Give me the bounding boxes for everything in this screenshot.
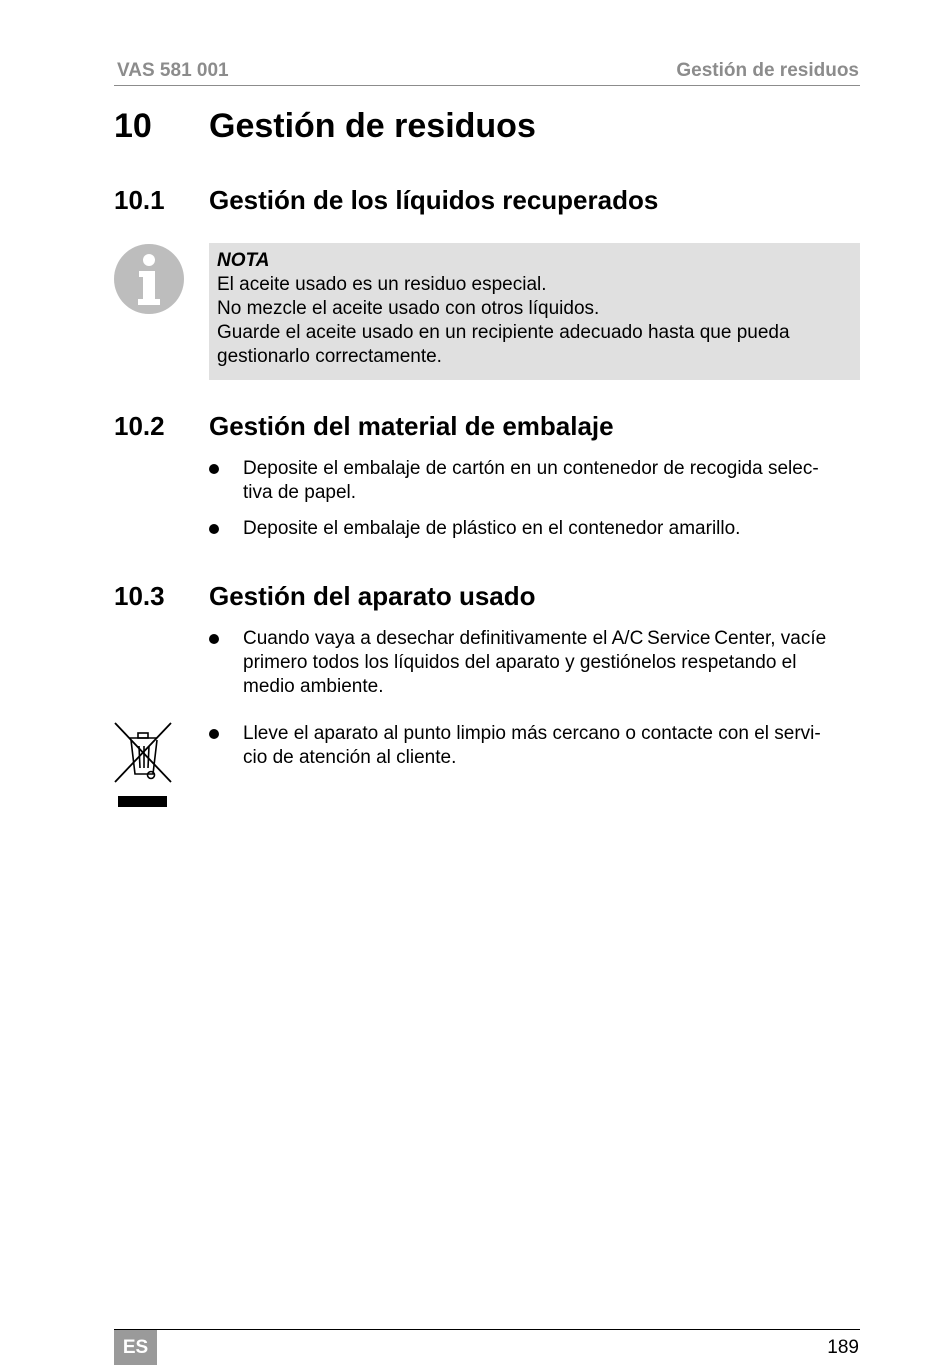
bullet-icon <box>209 729 219 739</box>
note-line: El aceite usado es un residuo especial. <box>217 274 547 295</box>
section-3-number: 10.3 <box>114 581 165 611</box>
note-line: No mezcle el aceite usado con otros líquidos. <box>217 298 600 319</box>
footer-rule <box>114 1329 860 1330</box>
list-item-line: Deposite el embalaje de plástico en el contenedor amarillo. <box>243 518 741 539</box>
bullet-icon <box>209 464 219 474</box>
header-section-title: Gestión de residuos <box>676 60 859 81</box>
list-item <box>243 722 861 770</box>
section-1-number: 10.1 <box>114 185 165 215</box>
language-badge: ES <box>114 1330 157 1365</box>
header-rule <box>114 85 860 86</box>
list-item-line: cio de atención al cliente. <box>243 747 457 768</box>
page-number: 189 <box>827 1337 859 1358</box>
list-item-line: Cuando vaya a desechar definitivamente el A/C Service Center, vacíe <box>243 628 827 649</box>
note-box <box>209 243 860 380</box>
note-line: Guarde el aceite usado en un recipiente adecuado hasta que pueda <box>217 322 790 343</box>
list-item-line: medio ambiente. <box>243 676 384 697</box>
bullet-icon <box>209 524 219 534</box>
list-item <box>243 457 861 505</box>
note-title: NOTA <box>217 250 270 271</box>
header-doc-code: VAS 581 001 <box>117 60 229 81</box>
list-item-line: Lleve el aparato al punto limpio más cercano o contacte con el servi- <box>243 723 821 744</box>
section-2-title: Gestión del material de embalaje <box>209 411 614 441</box>
weee-crossed-bin-icon <box>113 720 173 810</box>
chapter-title: Gestión de residuos <box>209 107 536 145</box>
note-line: gestionarlo correctamente. <box>217 346 442 367</box>
bullet-icon <box>209 634 219 644</box>
list-item <box>243 627 861 699</box>
list-item-line: primero todos los líquidos del aparato y gestiónelos respetando el <box>243 652 797 673</box>
list-item <box>243 517 861 541</box>
list-item-line: Deposite el embalaje de cartón en un contenedor de recogida selec- <box>243 458 819 479</box>
section-3-title: Gestión del aparato usado <box>209 581 536 611</box>
info-icon <box>113 243 185 315</box>
list-item-line: tiva de papel. <box>243 482 357 503</box>
section-2-number: 10.2 <box>114 411 165 441</box>
chapter-number: 10 <box>114 107 152 145</box>
section-1-title: Gestión de los líquidos recuperados <box>209 185 659 215</box>
